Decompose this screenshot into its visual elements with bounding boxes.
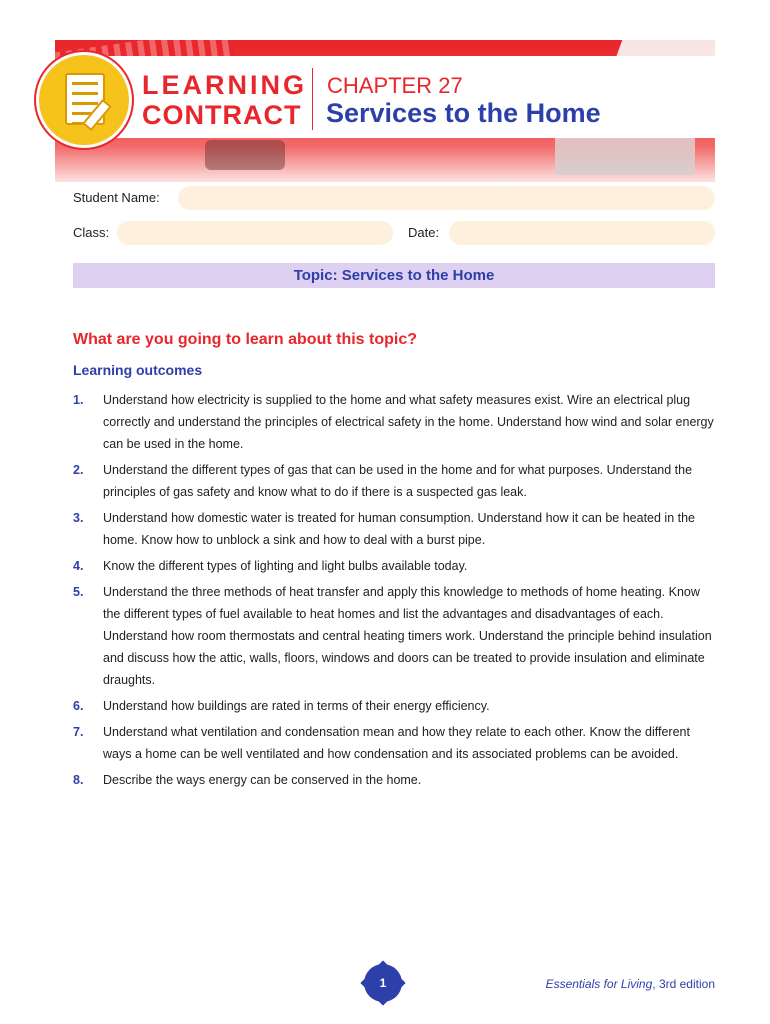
page-title: Services to the Home: [326, 98, 601, 128]
list-item: 6. Understand how buildings are rated in terms of their energy efficiency.: [73, 699, 490, 713]
badge-contract: CONTRACT: [142, 100, 302, 130]
student-name-field[interactable]: [178, 186, 715, 210]
list-item: 7. Understand what ventilation and condensation mean and how they relate to each other. Know the different ways a home can be well ventilated and how condensation and its associated problems can be avoided.: [73, 725, 690, 761]
tool-graphic: [205, 140, 285, 170]
list-item: 1. Understand how electricity is supplied to the home and what safety measures exist. Wire an electrical plug correctly and understand the principles of electrical safety in the home. Understand how wind and solar energy can be used in the home.: [73, 393, 714, 451]
class-label: Class:: [73, 225, 110, 240]
badge-learning: LEARNING: [142, 70, 307, 100]
footer-edition: [546, 977, 715, 991]
page-number: 1: [379, 976, 387, 990]
edition-text: , 3rd edition: [652, 977, 715, 991]
header-divider: [312, 68, 313, 130]
book-title: Essentials for Living: [545, 977, 653, 991]
page-number-badge: [364, 964, 402, 1002]
learning-contract-icon: [36, 52, 132, 148]
outcomes-heading: Learning outcomes: [73, 362, 203, 378]
list-item: 4. Know the different types of lighting and light bulbs available today.: [73, 559, 468, 573]
section-question: What are you going to learn about this topic?: [73, 331, 417, 348]
chapter-label: CHAPTER 27: [327, 73, 463, 98]
student-name-label: Student Name:: [73, 190, 160, 205]
list-item: 8. Describe the ways energy can be conserved in the home.: [73, 773, 422, 787]
topic-banner: Topic: Services to the Home: [73, 263, 715, 288]
date-field[interactable]: [449, 221, 715, 245]
list-item: 3. Understand how domestic water is treated for human consumption. Understand how it can be heated in the home. Know how to unblock a sink and how to deal with a burst pipe.: [73, 511, 696, 547]
outcomes-list: [73, 389, 715, 795]
date-label: Date:: [408, 225, 440, 240]
class-field[interactable]: [117, 221, 393, 245]
list-item: 5. Understand the three methods of heat transfer and apply this knowledge to methods of home heating. Know the different types of fuel available to heat homes and list the advantages and disadvantages of each. Understand how room thermostats and central heating timers work. Understand the principle behind insulation and discuss how the attic, walls, floors, windows and doors can be treated to provide insulation and eliminate draughts.: [73, 585, 712, 687]
list-item: 2. Understand the different types of gas that can be used in the home and for what purposes. Understand the principles of gas safety and know what to do if there is a suspected gas leak.: [73, 463, 693, 499]
